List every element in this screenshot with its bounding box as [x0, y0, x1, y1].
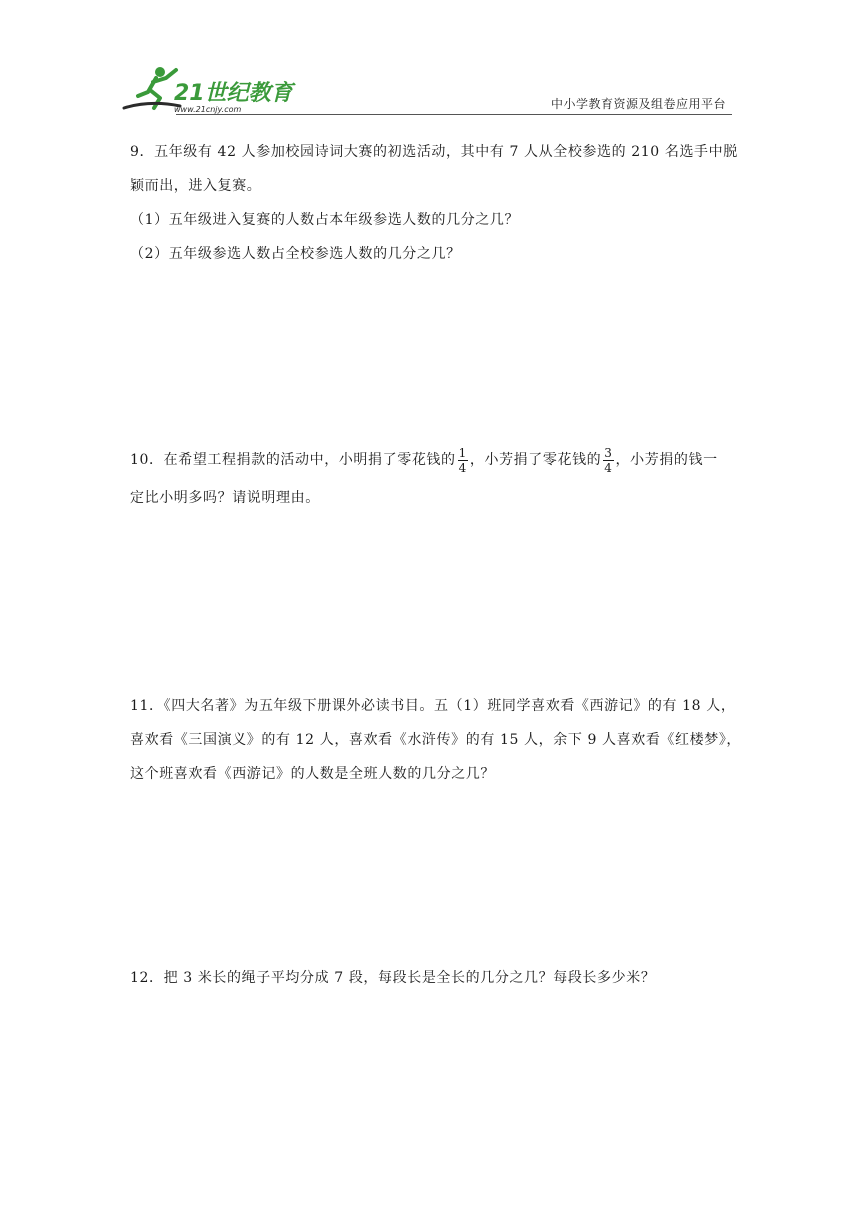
question-9-part-1: （1）五年级进入复赛的人数占本年级参选人数的几分之几？	[130, 212, 520, 228]
fraction-numerator: 3	[604, 445, 613, 460]
logo-main-text: 21世纪教育	[174, 81, 293, 106]
question-10-line-2: 定比小明多吗？请说明理由。	[130, 490, 320, 506]
question-9-part-2: （2）五年级参选人数占全校参选人数的几分之几？	[130, 246, 461, 262]
question-9	[130, 135, 738, 271]
question-11	[130, 689, 742, 791]
question-10-text-c: ，小芳捐的钱一	[615, 452, 718, 468]
logo-graphic	[120, 62, 300, 118]
fraction-numerator: 1	[458, 445, 467, 460]
question-9-line-2: 颖而出，进入复赛。	[130, 178, 262, 194]
fraction-three-quarters	[603, 446, 613, 475]
question-10-text-b: ，小芳捐了零花钱的	[469, 452, 602, 468]
question-10-line-1	[130, 443, 730, 477]
question-11-line-1: 11．《四大名著》为五年级下册课外必读书目。五（1）班同学喜欢看《西游记》的有 18 人，	[130, 698, 736, 714]
question-12	[130, 961, 730, 995]
question-10-text-a: 10．在希望工程捐款的活动中，小明捐了零花钱的	[130, 452, 456, 468]
logo	[120, 62, 300, 118]
fraction-denominator: 4	[604, 460, 613, 475]
header-divider	[176, 114, 732, 115]
fraction-denominator: 4	[458, 460, 467, 475]
question-9-line-1: 9．五年级有 42 人参加校园诗词大赛的初选活动，其中有 7 人从全校参选的 210 名选手中脱	[130, 144, 738, 160]
logo-url-text: www.21cnjy.com	[174, 105, 242, 114]
question-11-line-3: 这个班喜欢看《西游记》的人数是全班人数的几分之几？	[130, 766, 495, 782]
question-10	[130, 443, 730, 515]
page-header	[120, 62, 732, 118]
question-11-line-2: 喜欢看《三国演义》的有 12 人，喜欢看《水浒传》的有 15 人，余下 9 人喜欢看《红楼梦》，	[130, 732, 742, 748]
fraction-one-quarter	[458, 446, 468, 475]
question-12-line-1: 12．把 3 米长的绳子平均分成 7 段，每段长是全长的几分之几？每段长多少米？	[130, 970, 656, 986]
platform-label: 中小学教育资源及组卷应用平台	[550, 97, 726, 111]
